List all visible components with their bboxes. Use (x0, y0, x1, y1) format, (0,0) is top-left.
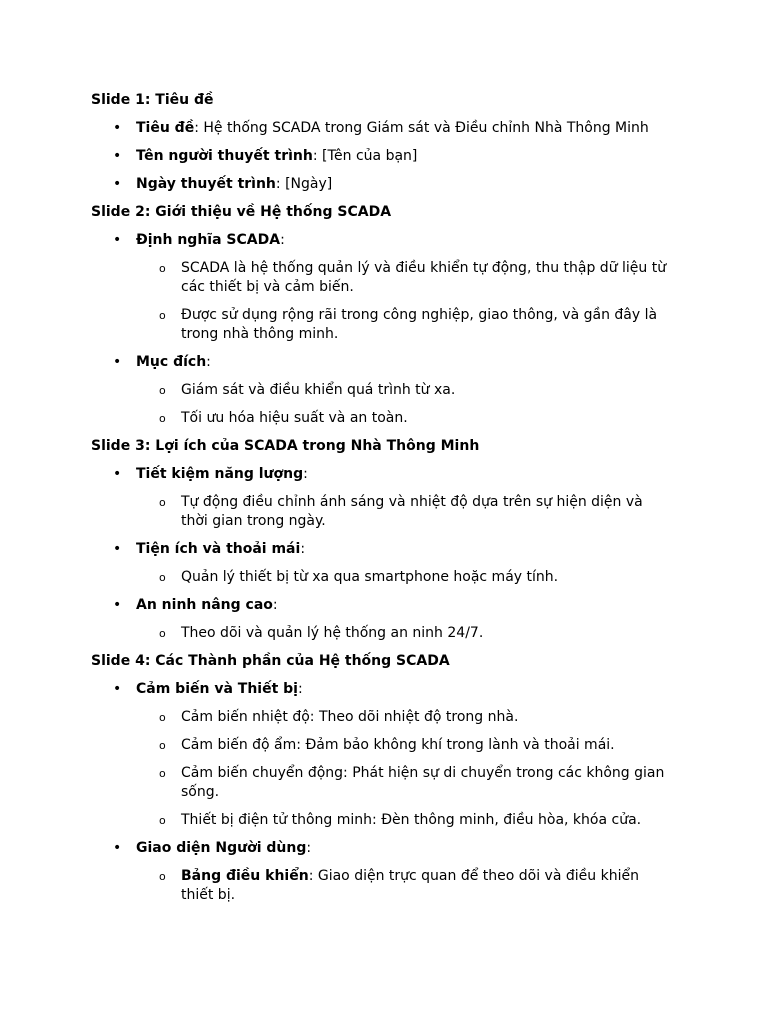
slide-section-2 (91, 203, 672, 428)
sub-list-item (136, 811, 672, 830)
sub-list (136, 259, 672, 344)
bullet-icon: • (113, 120, 122, 136)
bullet-icon: • (113, 176, 122, 192)
sub-item-text: Được sử dụng rộng rãi trong công nghiệp, giao thông, và gần đây là trong nhà thông minh. (181, 307, 658, 342)
list-item (91, 147, 672, 166)
item-label: Tiết kiệm năng lượng (136, 466, 304, 482)
bullet-icon: • (113, 354, 122, 370)
sub-item-text: SCADA là hệ thống quản lý và điều khiển tự động, thu thập dữ liệu từ các thiết bị và cảm biến. (181, 260, 667, 295)
circle-bullet-icon: o (159, 767, 166, 780)
slide-section-3 (91, 437, 672, 643)
item-text: : (206, 354, 211, 370)
list-item (91, 596, 672, 643)
item-label: Tên người thuyết trình (136, 148, 313, 164)
circle-bullet-icon: o (159, 571, 166, 584)
bullet-icon: • (113, 840, 122, 856)
circle-bullet-icon: o (159, 711, 166, 724)
bullet-list (91, 119, 672, 194)
item-label: Tiện ích và thoải mái (136, 541, 301, 557)
item-label: Tiêu đề (136, 120, 195, 136)
sub-list-item (136, 381, 672, 400)
sub-list-item (136, 259, 672, 297)
circle-bullet-icon: o (159, 309, 166, 322)
sub-list (136, 624, 672, 643)
item-text: : (306, 840, 312, 856)
bullet-icon: • (113, 541, 122, 557)
circle-bullet-icon: o (159, 384, 166, 397)
sub-list (136, 493, 672, 531)
list-item (91, 540, 672, 587)
sub-item-text: Quản lý thiết bị từ xa qua smartphone hoặc máy tính. (181, 569, 559, 585)
item-text: : (297, 681, 303, 697)
sub-item-text: Tối ưu hóa hiệu suất và an toàn. (181, 410, 408, 426)
list-item (91, 175, 672, 194)
sub-item-text: Tự động điều chỉnh ánh sáng và nhiệt độ dựa trên sự hiện diện và thời gian trong ngày. (181, 494, 643, 529)
item-label: Định nghĩa SCADA (136, 232, 281, 248)
sub-list-item (136, 306, 672, 344)
item-label: Cảm biến và Thiết bị (136, 681, 298, 697)
sub-list-item (136, 568, 672, 587)
item-text: : [Tên của bạn] (312, 148, 418, 164)
sub-item-text: Thiết bị điện tử thông minh: Đèn thông minh, điều hòa, khóa cửa. (181, 812, 642, 828)
sub-item-text: Cảm biến độ ẩm: Đảm bảo không khí trong lành và thoải mái. (181, 737, 615, 753)
circle-bullet-icon: o (159, 627, 166, 640)
list-item (91, 231, 672, 344)
item-text: : (303, 466, 308, 482)
bullet-icon: • (113, 681, 122, 697)
circle-bullet-icon: o (159, 870, 166, 883)
item-text: : (272, 597, 278, 613)
list-item (91, 680, 672, 830)
item-label: Mục đích (136, 354, 207, 370)
bullet-list (91, 680, 672, 905)
sub-item-text: : Giao diện trực quan để theo dõi và điều khiển thiết bị. (181, 868, 639, 903)
item-text: : [Ngày] (275, 176, 333, 192)
sub-list-item (136, 736, 672, 755)
sub-list-item (136, 493, 672, 531)
bullet-list (91, 231, 672, 428)
bullet-icon: • (113, 148, 122, 164)
slide-title: Slide 3: Lợi ích của SCADA trong Nhà Thông Minh (91, 438, 480, 454)
sub-list (136, 867, 672, 905)
item-text: : (280, 232, 285, 248)
bullet-icon: • (113, 597, 122, 613)
list-item (91, 465, 672, 531)
item-text: : (300, 541, 306, 557)
slide-title: Slide 4: Các Thành phần của Hệ thống SCADA (91, 653, 450, 669)
sub-list-item (136, 409, 672, 428)
sub-item-text: Theo dõi và quản lý hệ thống an ninh 24/7. (181, 625, 484, 641)
item-label: Giao diện Người dùng (136, 840, 307, 856)
sub-list (136, 568, 672, 587)
bullet-list (91, 465, 672, 643)
slide-section-4 (91, 652, 672, 905)
sub-list-item (136, 708, 672, 727)
sub-list (136, 708, 672, 830)
sub-item-label: Bảng điều khiển (181, 868, 309, 884)
item-label: An ninh nâng cao (136, 597, 273, 613)
circle-bullet-icon: o (159, 814, 166, 827)
list-item (91, 353, 672, 428)
list-item (91, 119, 672, 138)
circle-bullet-icon: o (159, 496, 166, 509)
item-text: : Hệ thống SCADA trong Giám sát và Điều chỉnh Nhà Thông Minh (194, 120, 649, 136)
sub-list (136, 381, 672, 428)
slide-title: Slide 2: Giới thiệu về Hệ thống SCADA (91, 204, 392, 220)
bullet-icon: • (113, 232, 122, 248)
sub-item-text: Cảm biến chuyển động: Phát hiện sự di chuyển trong các không gian sống. (181, 765, 665, 800)
sub-list-item (136, 867, 672, 905)
sub-list-item (136, 764, 672, 802)
sub-item-text: Giám sát và điều khiển quá trình từ xa. (181, 382, 456, 398)
circle-bullet-icon: o (159, 262, 166, 275)
circle-bullet-icon: o (159, 739, 166, 752)
sub-item-text: Cảm biến nhiệt độ: Theo dõi nhiệt độ trong nhà. (181, 709, 519, 725)
list-item (91, 839, 672, 905)
circle-bullet-icon: o (159, 412, 166, 425)
slide-section-1 (91, 91, 672, 194)
item-label: Ngày thuyết trình (136, 176, 276, 192)
bullet-icon: • (113, 466, 122, 482)
sub-list-item (136, 624, 672, 643)
slide-title: Slide 1: Tiêu đề (91, 92, 214, 108)
